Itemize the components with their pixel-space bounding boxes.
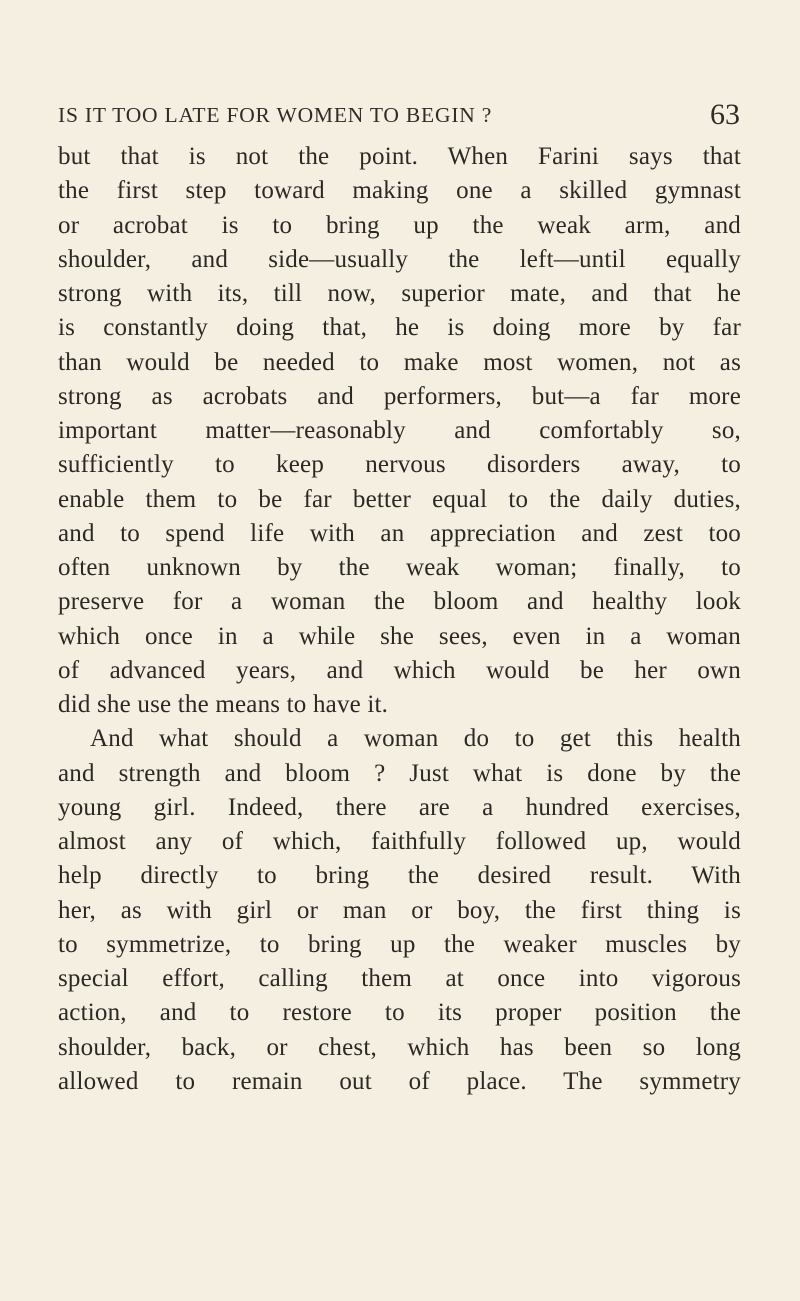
page-number: 63: [710, 98, 740, 131]
text-line: shoulder, and side—usually the left—until equally: [58, 245, 741, 273]
text-line: special effort, calling them at once into vigorous: [58, 965, 741, 992]
text-line: and strength and bloom ? Just what is done by the: [58, 759, 741, 787]
text-line: is constantly doing that, he is doing more by far: [58, 314, 741, 342]
text-line: allowed to remain out of place. The symmetry: [58, 1067, 741, 1095]
text-line: action, and to restore to its proper position the: [58, 999, 741, 1027]
paragraph-end-line: did she use the means to have it.: [58, 691, 389, 718]
text-line: to symmetrize, to bring up the weaker muscles by: [58, 930, 741, 958]
text-line: often unknown by the weak woman; finally, to: [58, 554, 741, 581]
text-line: the first step toward making one a skilled gymnast: [58, 177, 741, 205]
text-line: but that is not the point. When Farini says that: [58, 143, 741, 170]
text-line: shoulder, back, or chest, which has been so long: [58, 1033, 741, 1061]
text-line: sufficiently to keep nervous disorders away, to: [58, 451, 741, 479]
running-title: IS IT TOO LATE FOR WOMEN TO BEGIN ?: [58, 103, 493, 127]
text-line: almost any of which, faithfully followed up, would: [58, 828, 741, 855]
text-line: help directly to bring the desired result. With: [58, 862, 741, 890]
text-line: her, as with girl or man or boy, the first thing is: [58, 896, 741, 924]
text-line: strong as acrobats and performers, but—a far more: [58, 382, 741, 410]
text-line: than would be needed to make most women, not as: [58, 348, 741, 376]
body-text: [58, 140, 741, 1099]
text-line: and to spend life with an appreciation and zest too: [58, 519, 741, 547]
text-line: or acrobat is to bring up the weak arm, and: [58, 211, 741, 239]
text-line: young girl. Indeed, there are a hundred exercises,: [58, 793, 741, 821]
text-line: strong with its, till now, superior mate, and that he: [58, 280, 741, 307]
text-line: preserve for a woman the bloom and healthy look: [58, 588, 741, 616]
paragraph-start-line: And what should a woman do to get this health: [90, 725, 741, 753]
text-line: of advanced years, and which would be her own: [58, 656, 741, 684]
text-line: which once in a while she sees, even in a woman: [58, 622, 741, 650]
text-line: enable them to be far better equal to the daily duties,: [58, 485, 741, 513]
text-line: important matter—reasonably and comfortably so,: [58, 417, 741, 444]
